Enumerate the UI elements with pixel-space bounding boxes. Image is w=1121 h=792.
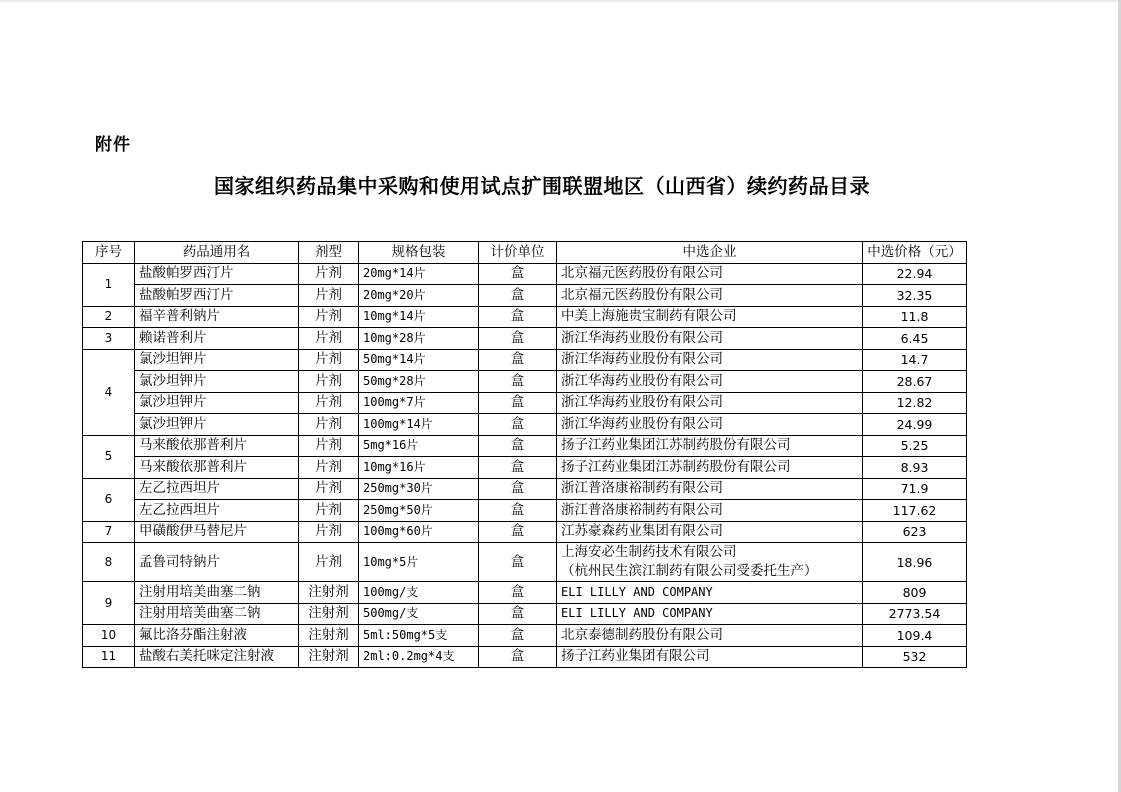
company-name: 上海安必生制药技术有限公司 (561, 544, 737, 560)
table-row (83, 521, 967, 543)
pricing-unit-cell: 盒 (479, 603, 557, 625)
price-cell: 22.94 (863, 263, 967, 285)
specification-cell: 100mg*60片 (359, 521, 479, 543)
pricing-unit-cell: 盒 (479, 435, 557, 457)
dosage-form-cell: 片剂 (299, 435, 359, 457)
pricing-unit-cell: 盒 (479, 285, 557, 307)
seq-cell: 7 (83, 521, 135, 543)
dosage-form-cell: 注射剂 (299, 625, 359, 647)
drug-name-cell: 注射用培美曲塞二钠 (135, 582, 299, 604)
pricing-unit-cell: 盒 (479, 457, 557, 479)
specification-cell: 100mg*14片 (359, 414, 479, 436)
dosage-form-cell: 片剂 (299, 457, 359, 479)
header-price: 中选价格（元） (863, 242, 967, 264)
company-cell: 北京福元医药股份有限公司 (557, 263, 863, 285)
price-cell: 14.7 (863, 349, 967, 371)
seq-cell: 10 (83, 625, 135, 647)
specification-cell: 10mg*16片 (359, 457, 479, 479)
price-cell: 117.62 (863, 500, 967, 522)
price-cell: 809 (863, 582, 967, 604)
pricing-unit-cell: 盒 (479, 263, 557, 285)
seq-cell: 4 (83, 349, 135, 435)
company-cell: 浙江华海药业股份有限公司 (557, 414, 863, 436)
drug-name-cell: 盐酸帕罗西汀片 (135, 263, 299, 285)
dosage-form-cell: 片剂 (299, 306, 359, 328)
price-cell: 6.45 (863, 328, 967, 350)
table-header-row (83, 242, 967, 264)
dosage-form-cell: 片剂 (299, 392, 359, 414)
price-cell: 109.4 (863, 625, 967, 647)
pricing-unit-cell: 盒 (479, 582, 557, 604)
pricing-unit-cell: 盒 (479, 306, 557, 328)
company-cell: 扬子江药业集团江苏制药股份有限公司 (557, 435, 863, 457)
pricing-unit-cell: 盒 (479, 349, 557, 371)
dosage-form-cell: 注射剂 (299, 582, 359, 604)
pricing-unit-cell: 盒 (479, 414, 557, 436)
price-cell: 18.96 (863, 543, 967, 582)
table-row (83, 414, 967, 436)
drug-name-cell: 马来酸依那普利片 (135, 435, 299, 457)
seq-cell: 5 (83, 435, 135, 478)
dosage-form-cell: 片剂 (299, 521, 359, 543)
drug-name-cell: 马来酸依那普利片 (135, 457, 299, 479)
dosage-form-cell: 片剂 (299, 263, 359, 285)
price-cell: 71.9 (863, 478, 967, 500)
company-cell (557, 543, 863, 582)
price-cell: 8.93 (863, 457, 967, 479)
pricing-unit-cell: 盒 (479, 521, 557, 543)
drug-name-cell: 氯沙坦钾片 (135, 349, 299, 371)
seq-cell: 2 (83, 306, 135, 328)
price-cell: 11.8 (863, 306, 967, 328)
specification-cell: 250mg*30片 (359, 478, 479, 500)
drug-name-cell: 左乙拉西坦片 (135, 500, 299, 522)
pricing-unit-cell: 盒 (479, 646, 557, 668)
price-cell: 24.99 (863, 414, 967, 436)
drug-name-cell: 甲磺酸伊马替尼片 (135, 521, 299, 543)
table-body (83, 263, 967, 668)
drug-name-cell: 孟鲁司特钠片 (135, 543, 299, 582)
seq-cell: 3 (83, 328, 135, 350)
seq-cell: 9 (83, 582, 135, 625)
price-cell: 5.25 (863, 435, 967, 457)
company-cell: 扬子江药业集团有限公司 (557, 646, 863, 668)
table-row (83, 371, 967, 393)
specification-cell: 2ml:0.2mg*4支 (359, 646, 479, 668)
company-cell: 浙江华海药业股份有限公司 (557, 349, 863, 371)
table-row (83, 306, 967, 328)
page-top-edge (0, 0, 1121, 2)
table-row (83, 349, 967, 371)
company-cell: 江苏豪森药业集团有限公司 (557, 521, 863, 543)
specification-cell: 50mg*28片 (359, 371, 479, 393)
table-row (83, 435, 967, 457)
specification-cell: 5ml:50mg*5支 (359, 625, 479, 647)
company-cell: 浙江华海药业股份有限公司 (557, 328, 863, 350)
drug-name-cell: 赖诺普利片 (135, 328, 299, 350)
header-dosage-form: 剂型 (299, 242, 359, 264)
company-cell: 北京泰德制药股份有限公司 (557, 625, 863, 647)
company-cell: ELI LILLY AND COMPANY (557, 603, 863, 625)
seq-cell: 11 (83, 646, 135, 668)
specification-cell: 10mg*28片 (359, 328, 479, 350)
dosage-form-cell: 片剂 (299, 328, 359, 350)
specification-cell: 100mg*7片 (359, 392, 479, 414)
dosage-form-cell: 片剂 (299, 371, 359, 393)
table-row (83, 603, 967, 625)
dosage-form-cell: 片剂 (299, 478, 359, 500)
drug-name-cell: 氯沙坦钾片 (135, 414, 299, 436)
price-cell: 28.67 (863, 371, 967, 393)
dosage-form-cell: 片剂 (299, 285, 359, 307)
company-cell: 浙江华海药业股份有限公司 (557, 392, 863, 414)
dosage-form-cell: 片剂 (299, 543, 359, 582)
seq-cell: 8 (83, 543, 135, 582)
table-row (83, 625, 967, 647)
drug-name-cell: 福辛普利钠片 (135, 306, 299, 328)
drug-name-cell: 氯沙坦钾片 (135, 392, 299, 414)
seq-cell: 1 (83, 263, 135, 306)
table-row (83, 646, 967, 668)
dosage-form-cell: 片剂 (299, 500, 359, 522)
table-row (83, 285, 967, 307)
table-row (83, 263, 967, 285)
table-row (83, 328, 967, 350)
specification-cell: 50mg*14片 (359, 349, 479, 371)
header-company: 中选企业 (557, 242, 863, 264)
specification-cell: 500mg/支 (359, 603, 479, 625)
pricing-unit-cell: 盒 (479, 478, 557, 500)
drug-name-cell: 左乙拉西坦片 (135, 478, 299, 500)
company-cell: ELI LILLY AND COMPANY (557, 582, 863, 604)
header-seq: 序号 (83, 242, 135, 264)
specification-cell: 100mg/支 (359, 582, 479, 604)
pricing-unit-cell: 盒 (479, 392, 557, 414)
specification-cell: 10mg*5片 (359, 543, 479, 582)
dosage-form-cell: 片剂 (299, 349, 359, 371)
company-cell: 中美上海施贵宝制药有限公司 (557, 306, 863, 328)
pricing-unit-cell: 盒 (479, 543, 557, 582)
specification-cell: 5mg*16片 (359, 435, 479, 457)
seq-cell: 6 (83, 478, 135, 521)
drug-name-cell: 盐酸帕罗西汀片 (135, 285, 299, 307)
price-cell: 12.82 (863, 392, 967, 414)
drug-name-cell: 氯沙坦钾片 (135, 371, 299, 393)
specification-cell: 20mg*20片 (359, 285, 479, 307)
company-note: （杭州民生滨江制药有限公司受委托生产） (561, 563, 818, 579)
dosage-form-cell: 注射剂 (299, 646, 359, 668)
document-title: 国家组织药品集中采购和使用试点扩围联盟地区（山西省）续约药品目录 (214, 174, 870, 198)
company-cell: 浙江华海药业股份有限公司 (557, 371, 863, 393)
dosage-form-cell: 注射剂 (299, 603, 359, 625)
header-drug-name: 药品通用名 (135, 242, 299, 264)
drug-name-cell: 盐酸右美托咪定注射液 (135, 646, 299, 668)
table-row (83, 500, 967, 522)
drug-name-cell: 氟比洛芬酯注射液 (135, 625, 299, 647)
pricing-unit-cell: 盒 (479, 371, 557, 393)
specification-cell: 10mg*14片 (359, 306, 479, 328)
table-row (83, 457, 967, 479)
attachment-label: 附件 (95, 135, 131, 155)
pricing-unit-cell: 盒 (479, 500, 557, 522)
price-cell: 32.35 (863, 285, 967, 307)
drug-name-cell: 注射用培美曲塞二钠 (135, 603, 299, 625)
header-pricing-unit: 计价单位 (479, 242, 557, 264)
drug-list-table (82, 241, 967, 668)
pricing-unit-cell: 盒 (479, 328, 557, 350)
specification-cell: 20mg*14片 (359, 263, 479, 285)
price-cell: 2773.54 (863, 603, 967, 625)
table-row (83, 478, 967, 500)
table-row (83, 582, 967, 604)
price-cell: 532 (863, 646, 967, 668)
table-row (83, 543, 967, 582)
company-cell: 扬子江药业集团江苏制药股份有限公司 (557, 457, 863, 479)
dosage-form-cell: 片剂 (299, 414, 359, 436)
pricing-unit-cell: 盒 (479, 625, 557, 647)
company-cell: 北京福元医药股份有限公司 (557, 285, 863, 307)
specification-cell: 250mg*50片 (359, 500, 479, 522)
table-row (83, 392, 967, 414)
header-specification: 规格包装 (359, 242, 479, 264)
company-cell: 浙江普洛康裕制药有限公司 (557, 478, 863, 500)
price-cell: 623 (863, 521, 967, 543)
company-cell: 浙江普洛康裕制药有限公司 (557, 500, 863, 522)
